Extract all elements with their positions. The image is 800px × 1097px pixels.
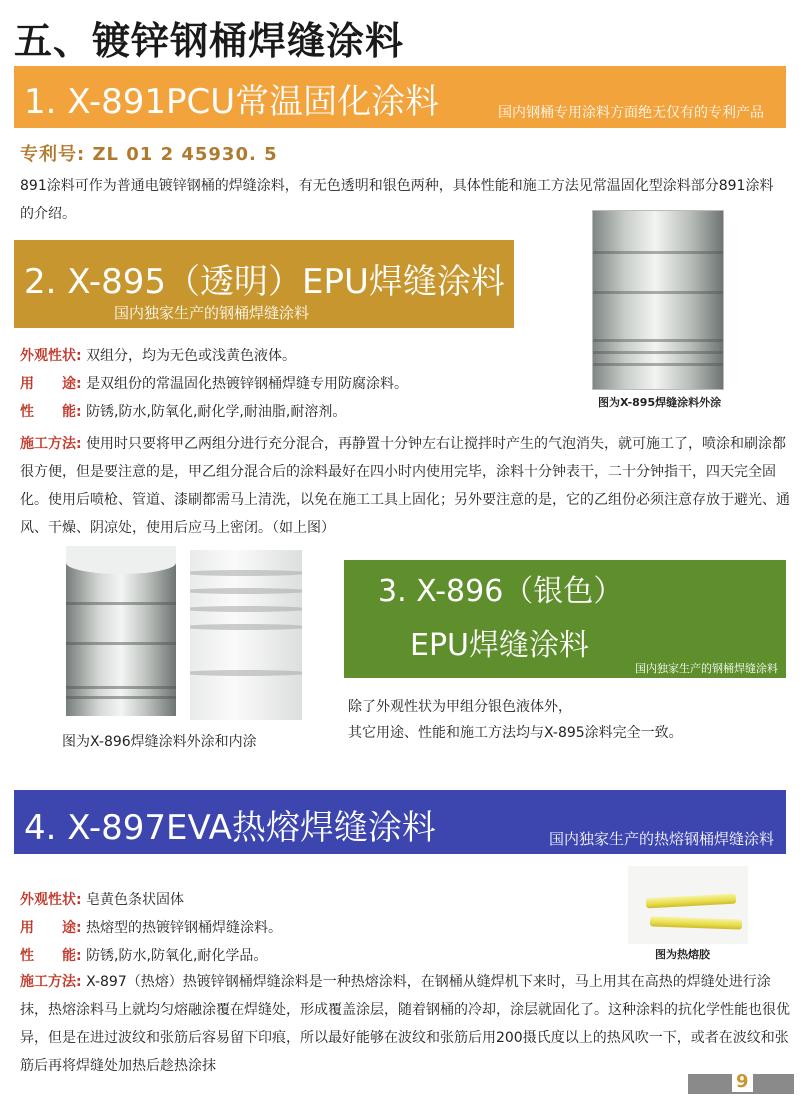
performance-label: 性 能:	[20, 404, 82, 420]
item4-use-row	[20, 914, 590, 942]
method-label: 施工方法:	[20, 436, 82, 452]
item4-title: 4. X-897EVA热熔焊缝涂料	[24, 808, 436, 848]
patent-number: 专利号: ZL 01 2 45930. 5	[20, 144, 278, 165]
hotmelt-photo-caption: 图为热熔胶	[655, 948, 710, 961]
method-text: 使用时只要将甲乙两组分进行充分混合，再静置十分钟左右让搅拌时产生的气泡消失，就可施工了，喷涂和刷涂都很方便，但是要注意的是，甲乙组分混合后的涂料最好在四小时内使用完毕，涂料十分钟表干，二十分钟指干，四天完全固化。使用后喷枪、管道、漆刷都需马上清洗，以免在施工工具上固化；另外要注意的是，它的乙组份必须注意存放于避光、通风、干燥、阴凉处，使用后应马上密闭。（如上图）	[20, 436, 790, 536]
item3-title-line2: EPU焊缝涂料	[410, 628, 590, 663]
page-number: 9	[732, 1071, 753, 1092]
appearance-label: 外观性状:	[20, 348, 82, 364]
item2-method	[20, 430, 790, 542]
item4-perf-row	[20, 942, 590, 970]
item1-banner	[14, 66, 786, 128]
use-label: 用 途:	[20, 376, 82, 392]
drum-photo-x896-interior	[190, 550, 302, 720]
performance-value: 防锈,防水,防氧化,耐化学,耐油脂,耐溶剂。	[86, 404, 347, 420]
item3-title-line1: 3. X-896（银色）	[378, 574, 624, 609]
section-title: 五、镀锌钢桶焊缝涂料	[14, 19, 405, 63]
item3-subtitle: 国内独家生产的钢桶焊缝涂料	[635, 662, 778, 675]
hotmelt-stick-photo	[628, 866, 748, 944]
item3-desc-line1: 除了外观性状为甲组分银色液体外，	[348, 699, 572, 715]
item4-specs	[20, 886, 590, 970]
use-value: 热熔型的热镀锌钢桶焊缝涂料。	[86, 920, 283, 936]
item4-method	[20, 968, 790, 1080]
item4-banner	[14, 790, 786, 854]
item2-specs	[20, 342, 590, 426]
item2-appearance-row	[20, 342, 590, 370]
performance-label: 性 能:	[20, 948, 82, 964]
appearance-value: 皂黄色条状固体	[86, 892, 185, 908]
method-text: X-897（热熔）热镀锌钢桶焊缝涂料是一种热熔涂料，在钢桶从缝焊机下来时，马上用其在高热的焊缝处进行涂抹，热熔涂料马上就均匀熔融涂覆在焊缝处，形成覆盖涂层，随着钢桶的冷却，涂层就固化了。这种涂料的抗化学性能也很优异，但是在进过波纹和张筋后容易留下印痕，所以最好能够在波纹和张筋后用200摄氏度以上的热风吹一下，或者在波纹和张筋后再将焊缝处加热后趁热涂抹	[20, 974, 790, 1074]
item3-desc-line2: 其它用途、性能和施工方法均与X-895涂料完全一致。	[348, 725, 683, 741]
item1-title: 1. X-891PCU常温固化涂料	[24, 82, 440, 122]
item4-subtitle: 国内独家生产的热熔钢桶焊缝涂料	[548, 830, 774, 848]
item2-banner	[14, 240, 514, 328]
appearance-value: 双组分，均为无色或浅黄色液体。	[86, 348, 297, 364]
appearance-label: 外观性状:	[20, 892, 82, 908]
item1-description: 891涂料可作为普通电镀锌钢桶的焊缝涂料，有无色透明和银色两种，具体性能和施工方法见常温固化型涂料部分891涂料的介绍。	[20, 178, 774, 222]
drum-photo-x896-exterior	[66, 546, 176, 716]
use-value: 是双组份的常温固化热镀锌钢桶焊缝专用防腐涂料。	[86, 376, 409, 392]
method-label: 施工方法:	[20, 974, 82, 990]
use-label: 用 途:	[20, 920, 82, 936]
item2-use-row	[20, 370, 590, 398]
item2-perf-row	[20, 398, 590, 426]
page-number-bar	[688, 1071, 794, 1094]
performance-value: 防锈,防水,防氧化,耐化学品。	[86, 948, 268, 964]
item3-banner	[344, 560, 786, 678]
item1-subtitle: 国内钢桶专用涂料方面绝无仅有的专利产品	[498, 105, 764, 121]
item2-title: 2. X-895（透明）EPU焊缝涂料	[24, 262, 505, 302]
drum-photo-x895	[592, 210, 724, 390]
item2-subtitle: 国内独家生产的钢桶焊缝涂料	[114, 304, 310, 322]
x896-photo-caption: 图为X-896焊缝涂料外涂和内涂	[62, 734, 257, 750]
item3-description	[348, 694, 683, 746]
x895-photo-caption: 图为X-895焊缝涂料外涂	[598, 396, 722, 409]
item4-appearance-row	[20, 886, 590, 914]
